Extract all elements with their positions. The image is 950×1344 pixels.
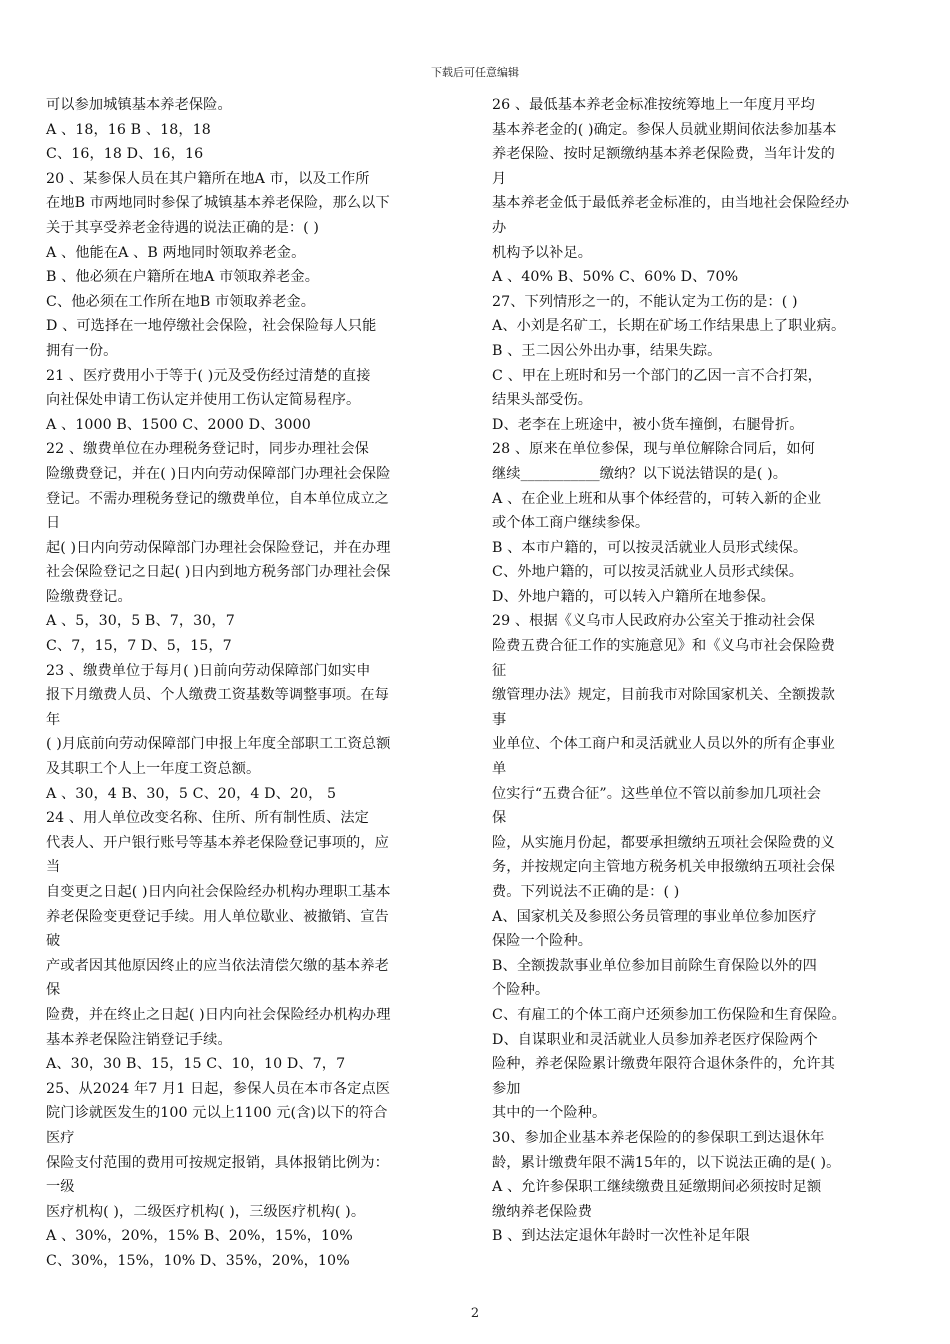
text-line: 当: [46, 859, 61, 876]
text-line: 自变更之日起( )日内向社会保险经办机构办理职工基本: [46, 884, 391, 900]
text-line: 年: [46, 711, 61, 728]
text-line: 在地B 市两地同时参保了城镇基本养老保险，那么以下: [46, 195, 390, 212]
text-line: 22 、缴费单位在办理税务登记时，同步办理社会保: [46, 441, 369, 458]
text-line: 险缴费登记，并在( )日内向劳动保障部门办理社会保险: [46, 465, 391, 482]
text-line: 务，并按规定向主管地方税务机关申报缴纳五项社会保: [492, 859, 835, 876]
text-line: 保: [46, 982, 61, 999]
text-line: B、全额拨款事业单位参加目前除生育保险以外的四: [492, 957, 817, 974]
text-line: C、有雇工的个体工商户还须参加工伤保险和生育保险。: [492, 1006, 846, 1023]
text-line: 基本养老保险注销登记手续。: [46, 1031, 232, 1048]
text-line: 险费，并在终止之日起( )日内向社会保险经办机构办理: [46, 1006, 391, 1023]
text-line: 拥有一份。: [46, 342, 118, 359]
text-line: B 、到达法定退休年龄时一次性补足年限: [492, 1228, 751, 1245]
text-line: 继续___________缴纳？以下说法错误的是( )。: [492, 465, 788, 482]
page-header: 下载后可任意编辑: [431, 66, 519, 79]
text-line: C、16，18 D、16，16: [46, 146, 204, 163]
text-line: 起( )日内向劳动保障部门办理社会保险登记，并在办理: [46, 539, 391, 556]
text-line: 30、参加企业基本养老保险的的参保职工到达退休年: [492, 1129, 825, 1146]
text-line: 险种，养老保险累计缴费年限符合退休条件的，允许其: [492, 1056, 835, 1073]
text-line: 社会保险登记之日起( )日内到地方税务部门办理社会保: [46, 564, 391, 581]
text-line: 29 、根据《义乌市人民政府办公室关于推动社会保: [492, 613, 815, 630]
text-line: A 、30%，20%，15% B、20%，15%，10%: [46, 1228, 353, 1245]
text-line: 参加: [492, 1080, 521, 1097]
text-line: 24 、用人单位改变名称、住所、所有制性质、法定: [46, 810, 369, 827]
text-line: A 、在企业上班和从事个体经营的，可转入新的企业: [492, 490, 822, 507]
text-line: 28 、原来在单位参保，现与单位解除合同后，如何: [492, 441, 815, 458]
text-line: 机构予以补足。: [492, 244, 593, 261]
text-line: 基本养老金低于最低养老金标准的，由当地社会保险经办: [492, 195, 850, 212]
right-text-column: [492, 93, 912, 1249]
text-line: A 、18，16 B 、18，18: [46, 121, 211, 138]
text-line: D 、可选择在一地停缴社会保险，社会保险每人只能: [46, 318, 377, 335]
text-line: 缴纳养老保险费: [492, 1203, 593, 1220]
text-line: 缴管理办法》规定，目前我市对除国家机关、全额拨款: [492, 687, 835, 704]
text-line: 报下月缴费人员、个人缴费工资基数等调整事项。在每: [46, 687, 389, 704]
text-line: 医疗: [46, 1129, 75, 1146]
text-line: 25、从2024 年7 月1 日起，参保人员在本市各定点医: [46, 1080, 391, 1097]
page-number: 2: [470, 1306, 480, 1321]
text-line: 龄，累计缴费年限不满15年的，以下说法正确的是( )。: [492, 1154, 841, 1171]
text-line: 险缴费登记。: [46, 588, 132, 605]
text-line: 位实行“五费合征”。这些单位不管以前参加几项社会: [492, 785, 822, 802]
text-line: A 、5，30，5 B、7，30，7: [46, 613, 235, 630]
text-line: 事: [492, 711, 507, 728]
text-line: 关于其享受养老金待遇的说法正确的是：( ): [46, 219, 320, 236]
text-line: 院门诊就医发生的100 元以上1100 元(含)以下的符合: [46, 1105, 388, 1122]
text-line: 23 、缴费单位于每月( )日前向劳动保障部门如实申: [46, 662, 371, 679]
text-line: 及其职工个人上一年度工资总额。: [46, 761, 261, 778]
text-line: 向社保处申请工伤认定并使用工伤认定简易程序。: [46, 392, 361, 409]
text-line: 保险一个险种。: [492, 933, 593, 950]
text-line: 养老保险变更登记手续。用人单位歇业、被撤销、宣告: [46, 908, 389, 925]
text-line: 基本养老金的( )确定。参保人员就业期间依法参加基本: [492, 121, 837, 138]
text-line: 26 、最低基本养老金标准按统筹地上一年度月平均: [492, 97, 815, 113]
text-line: 养老保险、按时足额缴纳基本养老保险费，当年计发的: [492, 146, 835, 163]
text-line: A 、他能在A 、B 两地同时领取养老金。: [46, 244, 306, 261]
text-line: B 、他必须在户籍所在地A 市领取养老金。: [46, 269, 319, 286]
text-line: 其中的一个险种。: [492, 1105, 607, 1122]
text-line: B 、本市户籍的，可以按灵活就业人员形式续保。: [492, 539, 808, 556]
text-line: 月: [492, 170, 507, 187]
text-line: A、小刘是名矿工，长期在矿场工作结果患上了职业病。: [492, 318, 846, 335]
text-line: 医疗机构( )，二级医疗机构( )，三级医疗机构( )。: [46, 1203, 366, 1220]
text-line: 保: [492, 810, 507, 827]
text-line: 或个体工商户继续参保。: [492, 515, 650, 532]
text-line: 业单位、个体工商户和灵活就业人员以外的所有企事业: [492, 736, 835, 753]
text-line: D、老李在上班途中，被小货车撞倒，右腿骨折。: [492, 416, 804, 433]
text-line: A 、40% B、50% C、60% D、70%: [492, 269, 739, 286]
text-line: 21 、医疗费用小于等于( )元及受伤经过清楚的直接: [46, 367, 371, 384]
text-line: ( )月底前向劳动保障部门申报上年度全部职工工资总额: [46, 736, 391, 753]
text-line: C、7，15，7 D、5，15，7: [46, 638, 232, 655]
text-line: A 、允许参保职工继续缴费且延缴期间必须按时足额: [492, 1179, 822, 1196]
text-line: D、自谋职业和灵活就业人员参加养老医疗保险两个: [492, 1031, 818, 1048]
text-line: 20 、某参保人员在其户籍所在地A 市，以及工作所: [46, 170, 370, 187]
text-line: 可以参加城镇基本养老保险。: [46, 97, 232, 113]
text-line: 征: [492, 662, 507, 679]
text-line: 产或者因其他原因终止的应当依法清偿欠缴的基本养老: [46, 957, 389, 974]
text-line: 日: [46, 515, 61, 532]
text-line: A、国家机关及参照公务员管理的事业单位参加医疗: [492, 908, 817, 925]
text-line: A 、30，4 B、30，5 C、20，4 D、20， 5: [46, 785, 337, 802]
text-line: B 、王二因公外出办事，结果失踪。: [492, 342, 722, 359]
text-line: 代表人、开户银行账号等基本养老保险登记事项的，应: [46, 834, 389, 851]
left-text-column: [46, 93, 460, 1274]
text-line: C、他必须在工作所在地B 市领取养老金。: [46, 293, 315, 310]
text-line: A 、1000 B、1500 C、2000 D、3000: [46, 416, 311, 433]
text-line: 保险支付范围的费用可按规定报销，具体报销比例为：: [46, 1154, 389, 1171]
text-line: 个险种。: [492, 982, 550, 999]
text-line: D、外地户籍的，可以转入户籍所在地参保。: [492, 588, 775, 605]
text-line: 单: [492, 761, 507, 778]
text-line: 一级: [46, 1179, 75, 1196]
text-line: 登记。不需办理税务登记的缴费单位，自本单位成立之: [46, 490, 389, 507]
text-line: 结果头部受伤。: [492, 392, 593, 409]
text-line: A、30，30 B、15，15 C、10，10 D、7，7: [46, 1056, 346, 1073]
text-line: 办: [492, 219, 507, 236]
text-line: C、30%，15%，10% D、35%，20%，10%: [46, 1252, 350, 1269]
text-line: 破: [46, 933, 61, 950]
text-line: 险费五费合征工作的实施意见》和《义乌市社会保险费: [492, 638, 835, 655]
text-line: 险，从实施月份起，都要承担缴纳五项社会保险费的义: [492, 834, 835, 851]
text-line: 27、下列情形之一的，不能认定为工伤的是：( ): [492, 293, 798, 310]
text-line: C、外地户籍的，可以按灵活就业人员形式续保。: [492, 564, 803, 581]
text-line: C 、甲在上班时和另一个部门的乙因一言不合打架，: [492, 367, 822, 384]
text-line: 费。下列说法不正确的是：( ): [492, 884, 680, 900]
